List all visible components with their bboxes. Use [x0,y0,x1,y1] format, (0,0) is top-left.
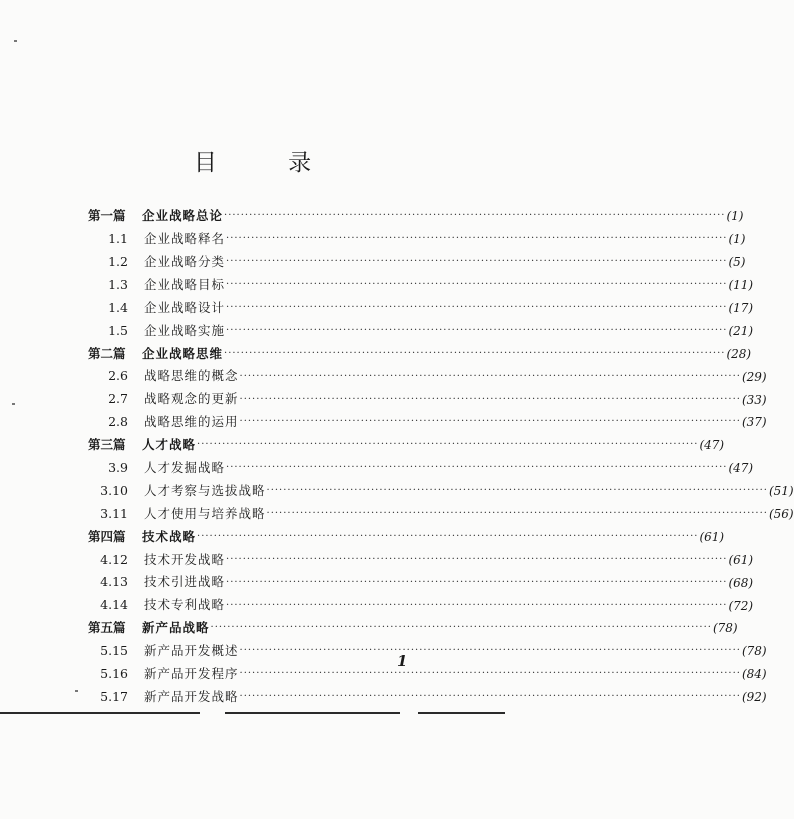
dot-leader: ························································································································ [197,439,699,451]
dot-leader: ························································································································ [239,416,741,428]
dot-leader: ························································································································ [197,530,699,542]
entry-title: 企业战略设计 [144,299,226,315]
entry-title: 企业战略思维 [142,345,224,361]
entry-page: (61) [728,552,754,567]
entry-page: (37) [741,415,767,430]
entry-page: (21) [728,323,754,338]
entry-page: (51) [768,484,794,499]
page-number: 1 [397,652,408,670]
entry-page: (33) [741,392,767,407]
toc-chapter-entry [88,319,754,342]
entry-page: (84) [741,667,767,682]
entry-number: 3.9 [108,459,128,475]
entry-title: 人才战略 [142,437,197,453]
toc-chapter-entry [88,594,754,617]
entry-title: 技术战略 [142,528,197,544]
entry-title: 企业战略分类 [144,253,226,269]
entry-number: 3.10 [100,482,128,498]
toc-chapter-entry [88,503,794,526]
entry-title: 新产品开发战略 [144,688,239,704]
dot-leader: ························································································································ [239,393,741,405]
dot-leader: ························································································································ [224,347,726,359]
toc-chapter-entry [88,228,746,251]
toc-chapter-entry [88,686,767,709]
entry-number: 4.13 [100,574,128,590]
entry-number: 3.11 [100,505,128,521]
entry-number: 5.16 [100,666,128,681]
toc-chapter-entry [88,411,767,434]
toc-chapter-entry [88,571,754,594]
entry-title: 企业战略释名 [144,231,226,247]
entry-number: 2.8 [108,414,128,430]
toc-chapter-entry [88,365,767,388]
dot-leader: ························································································································ [226,233,728,245]
entry-title: 人才发掘战略 [144,459,226,475]
entry-number: 2.7 [108,391,128,407]
scan-speck [75,690,78,692]
scan-rule-left [0,712,200,714]
entry-title: 人才考察与选拔战略 [144,482,266,498]
entry-page: (47) [728,461,754,476]
entry-number: 第五篇 [88,620,126,636]
toc-chapter-entry [88,480,794,503]
dot-leader: ························································································································ [226,462,728,474]
entry-title: 技术开发战略 [144,551,226,567]
entry-number: 1.2 [108,253,128,269]
toc-chapter-entry [88,297,754,320]
entry-page: (78) [741,644,767,659]
entry-title: 人才使用与培养战略 [144,505,266,521]
entry-title: 战略思维的概念 [144,368,239,384]
dot-leader: ························································································································ [239,645,741,657]
scan-speck [14,40,17,42]
dot-leader: ························································································································ [226,553,728,565]
dot-leader: ························································································································ [266,485,768,497]
toc-chapter-entry [88,663,767,686]
entry-number: 第三篇 [88,437,126,453]
entry-title: 战略思维的运用 [144,414,239,430]
entry-number: 5.15 [100,643,128,659]
entry-title: 新产品战略 [142,620,210,636]
entry-number: 第四篇 [88,528,126,544]
entry-page: (28) [726,346,752,361]
entry-page: (1) [726,209,744,224]
toc-chapter-entry [88,457,754,480]
entry-title: 企业战略目标 [144,276,226,292]
entry-title: 技术引进战略 [144,574,226,590]
entry-page: (5) [728,255,746,270]
dot-leader: ························································································································ [226,576,728,588]
toc-chapter-entry [88,640,767,663]
entry-page: (17) [728,301,754,315]
toc-part-entry [88,342,752,365]
toc-title: 目 录 [193,150,344,176]
entry-number: 1.5 [108,322,128,338]
dot-leader: ························································································································ [239,691,741,703]
entry-title: 企业战略实施 [144,322,226,338]
dot-leader: ························································································································ [226,599,728,611]
entry-number: 4.12 [100,551,128,567]
dot-leader: ························································································································ [210,622,712,634]
table-of-contents [88,205,794,709]
toc-part-entry [88,434,725,457]
entry-title: 战略观念的更新 [144,391,239,407]
toc-chapter-entry [88,388,767,411]
toc-part-entry [88,525,725,548]
entry-page: (47) [699,438,725,453]
entry-number: 1.4 [108,299,128,315]
entry-number: 1.3 [108,276,128,292]
toc-part-entry [88,205,744,228]
scan-rule-middle [225,712,400,714]
entry-title: 新产品开发程序 [144,666,239,681]
entry-number: 5.17 [100,688,128,704]
entry-number: 2.6 [108,368,128,384]
entry-number: 第二篇 [88,345,126,361]
dot-leader: ························································································································ [266,508,768,520]
entry-page: (29) [741,369,767,384]
toc-chapter-entry [88,251,746,274]
entry-page: (72) [728,598,754,613]
dot-leader: ························································································································ [226,256,728,268]
toc-chapter-entry [88,548,754,571]
dot-leader: ························································································································ [239,668,741,680]
entry-page: (68) [728,575,754,590]
entry-page: (1) [728,232,746,247]
entry-page: (78) [712,621,738,636]
dot-leader: ························································································································ [226,302,728,313]
scan-rule-right [418,712,505,714]
entry-number: 4.14 [100,597,128,613]
entry-number: 1.1 [108,231,128,247]
dot-leader: ························································································································ [226,279,728,291]
entry-title: 技术专利战略 [144,597,226,613]
toc-part-entry [88,617,738,640]
scan-speck [12,403,15,405]
entry-title: 新产品开发概述 [144,643,239,659]
entry-page: (61) [699,529,725,544]
dot-leader: ························································································································ [226,324,728,336]
toc-chapter-entry [88,274,754,297]
entry-page: (11) [728,278,754,293]
entry-page: (56) [768,507,794,522]
entry-number: 第一篇 [88,208,126,224]
dot-leader: ························································································································ [224,210,726,222]
entry-page: (92) [741,690,767,705]
dot-leader: ························································································································ [239,370,741,382]
entry-title: 企业战略总论 [142,208,224,224]
